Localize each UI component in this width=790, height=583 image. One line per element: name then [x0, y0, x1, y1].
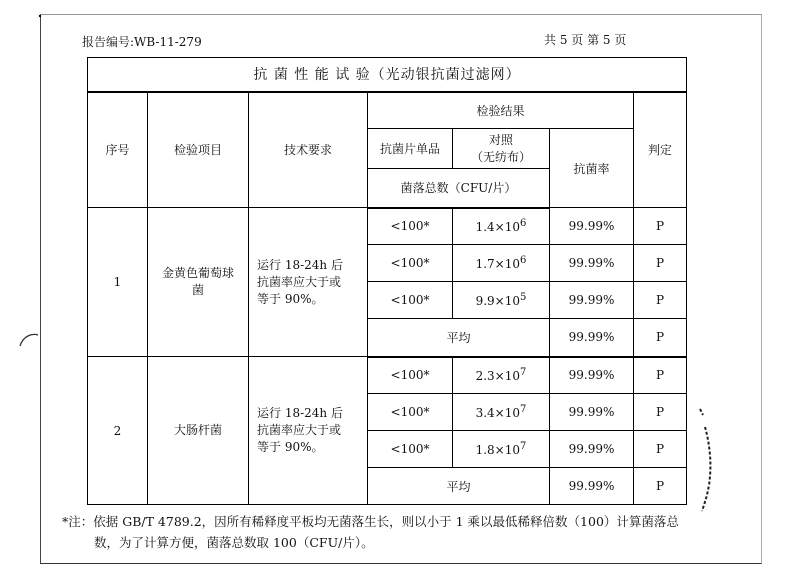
header-rate: 抗菌率 — [550, 129, 634, 208]
g1-avg-verdict: P — [634, 319, 687, 357]
g1r1-control-base: 1.4×10 — [475, 220, 521, 235]
g1r1-rate: 99.99% — [550, 208, 634, 245]
header-verdict: 判定 — [634, 92, 687, 208]
g1r2-control-exp: 6 — [520, 255, 527, 266]
group1-req-l1: 运行 18-24h 后 — [257, 257, 343, 272]
group2-item — [148, 357, 249, 505]
antibacterial-test-table — [87, 57, 687, 505]
group2-req-l2: 抗菌率应大于或 — [257, 423, 342, 437]
header-single: 抗菌片单品 — [368, 129, 453, 169]
group1-seq: 1 — [88, 208, 148, 357]
g2r2-single: <100* — [368, 394, 453, 431]
g2r1-rate: 99.99% — [550, 357, 634, 394]
scan-dot — [38, 14, 42, 18]
g2r1-single: <100* — [368, 357, 453, 394]
g1r3-control-base: 9.9×10 — [475, 294, 521, 308]
g2r3-verdict: P — [634, 431, 687, 468]
group2-item-l1: 大肠杆菌 — [173, 423, 222, 437]
g2r2-rate: 99.99% — [550, 394, 634, 431]
footnote-line2: 数，为了计算方便，菌落总数取 100（CFU/片）。 — [94, 535, 374, 550]
scan-arc-mark — [18, 330, 40, 354]
g2r2-control — [453, 394, 550, 431]
group2-req-l1: 运行 18-24h 后 — [257, 406, 343, 420]
g1r3-control — [453, 282, 550, 319]
g1r3-single: <100* — [368, 282, 453, 319]
g2r1-control-exp: 7 — [520, 367, 527, 379]
header-control-l1: 对照 — [488, 132, 513, 147]
report-number: 报告编号:WB-11-279 — [82, 35, 202, 49]
group2-seq: 2 — [88, 357, 148, 505]
group2-requirement — [249, 357, 368, 505]
g1r2-rate: 99.99% — [550, 245, 634, 282]
g2r3-rate: 99.99% — [550, 431, 634, 468]
group1-requirement — [249, 208, 368, 357]
scan-edge-mark — [696, 405, 718, 515]
g2-avg-label: 平均 — [368, 468, 550, 505]
group1-req-l3: 等于 90%。 — [257, 291, 324, 306]
group1-item — [148, 208, 249, 357]
header-control — [453, 129, 550, 169]
group1-item-l2: 菌 — [191, 283, 204, 297]
g2-avg-rate: 99.99% — [550, 468, 634, 505]
g1r3-control-exp: 5 — [520, 292, 527, 303]
g2r3-control-exp: 7 — [520, 441, 527, 452]
g1r2-single: <100* — [368, 245, 453, 282]
g1r3-rate: 99.99% — [550, 282, 634, 319]
group2-req-l3: 等于 90%。 — [257, 440, 324, 454]
footnote-line1: *注：依据 GB/T 4789.2，因所有稀释度平板均无菌落生长，则以小于 1 乘以最低稀释倍数（100）计算菌落总 — [62, 514, 679, 529]
g2r3-control — [453, 431, 550, 468]
g2-avg-verdict: P — [634, 468, 687, 505]
g2r2-control-base: 3.4×10 — [475, 406, 521, 420]
header-seq: 序号 — [88, 92, 148, 208]
g1r1-verdict: P — [634, 208, 687, 245]
g1r3-verdict: P — [634, 282, 687, 319]
g2r2-verdict: P — [634, 394, 687, 431]
g2r3-control-base: 1.8×10 — [475, 443, 521, 457]
g2r3-single: <100* — [368, 431, 453, 468]
header-results: 检验结果 — [368, 92, 634, 129]
g1r2-control-base: 1.7×10 — [475, 257, 521, 271]
g2r1-control — [453, 357, 550, 394]
g2r2-control-exp: 7 — [520, 404, 527, 415]
header-unit: 菌落总数（CFU/片） — [368, 169, 550, 208]
table-title: 抗 菌 性 能 试 验（光动银抗菌过滤网） — [88, 58, 687, 92]
group1-item-l1: 金黄色葡萄球 — [161, 266, 234, 280]
header-item: 检验项目 — [148, 92, 249, 208]
header-requirement: 技术要求 — [249, 92, 368, 208]
g1r1-control-exp: 6 — [520, 218, 527, 230]
g1r2-verdict: P — [634, 245, 687, 282]
page-indicator: 共 5 页 第 5 页 — [544, 33, 627, 47]
g2r1-control-base: 2.3×10 — [475, 369, 521, 384]
g1r1-control — [453, 208, 550, 245]
header-control-l2: （无纺布） — [470, 149, 531, 164]
g1-avg-rate: 99.99% — [550, 319, 634, 357]
footnote — [62, 511, 722, 553]
g1r1-single: <100* — [368, 208, 453, 245]
group1-req-l2: 抗菌率应大于或 — [257, 274, 342, 289]
g1-avg-label: 平均 — [368, 319, 550, 357]
g2r1-verdict: P — [634, 357, 687, 394]
g1r2-control — [453, 245, 550, 282]
